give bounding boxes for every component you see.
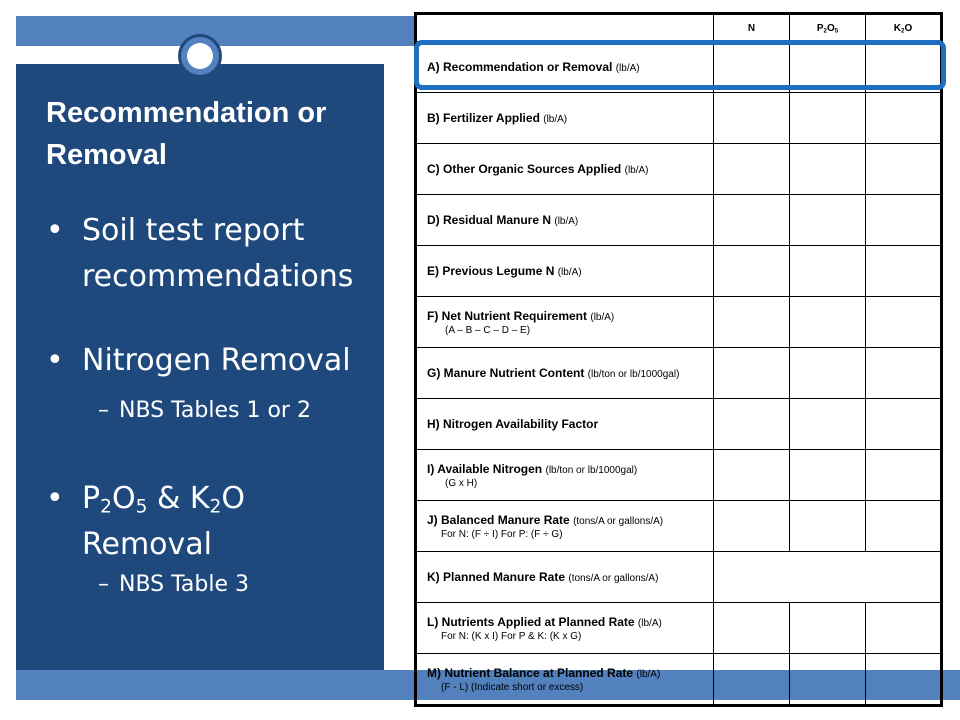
worksheet-table	[414, 12, 943, 707]
sub-bullet-text: NBS Tables 1 or 2	[119, 398, 311, 423]
table-row	[416, 93, 942, 144]
value-cell[interactable]	[714, 195, 790, 246]
sub-bullet-item	[98, 394, 378, 428]
column-header: $P_2O_5$	[790, 14, 866, 42]
row-label: F) Net Nutrient Requirement (lb/A) (A – B – C – D – E)	[416, 297, 714, 348]
row-label: G) Manure Nutrient Content (lb/ton or lb/1000gal)	[416, 348, 714, 399]
value-cell[interactable]	[790, 195, 866, 246]
value-cell[interactable]	[866, 246, 942, 297]
row-label: K) Planned Manure Rate (tons/A or gallons/A)	[416, 552, 714, 603]
value-cell[interactable]	[714, 297, 790, 348]
value-cell[interactable]	[866, 450, 942, 501]
column-header: $K_2O$	[866, 14, 942, 42]
value-cell[interactable]	[790, 399, 866, 450]
bullet-text: Nitrogen Removal	[82, 343, 351, 378]
row-label: C) Other Organic Sources Applied (lb/A)	[416, 144, 714, 195]
table-row	[416, 603, 942, 654]
value-cell[interactable]	[714, 654, 790, 706]
row-a-highlight	[414, 40, 946, 90]
value-cell[interactable]	[714, 603, 790, 654]
value-cell[interactable]	[790, 246, 866, 297]
value-cell[interactable]	[714, 246, 790, 297]
value-cell[interactable]	[866, 93, 942, 144]
bullet-text: $P_2O_5$ & $K_2O$ Removal	[82, 481, 246, 562]
row-label: A) Recommendation or Removal (lb/A)	[416, 42, 714, 93]
value-cell-merged[interactable]	[714, 552, 942, 603]
dash-icon: –	[98, 572, 109, 597]
row-label: H) Nitrogen Availability Factor	[416, 399, 714, 450]
bullet-text: Soil test report recommendations	[82, 213, 354, 294]
table-row	[416, 348, 942, 399]
row-label: L) Nutrients Applied at Planned Rate (lb/A) For N: (K x I) For P & K: (K x G)	[416, 603, 714, 654]
table-row	[416, 552, 942, 603]
table-row	[416, 450, 942, 501]
row-label: I) Available Nitrogen (lb/ton or lb/1000gal) (G x H)	[416, 450, 714, 501]
table-row	[416, 195, 942, 246]
value-cell[interactable]	[866, 501, 942, 552]
sub-bullet-text: NBS Table 3	[119, 572, 250, 597]
table-row	[416, 501, 942, 552]
table-row	[416, 297, 942, 348]
sub-bullet-item	[98, 568, 378, 602]
bullet-icon: •	[46, 343, 64, 378]
row-label: E) Previous Legume N (lb/A)	[416, 246, 714, 297]
value-cell[interactable]	[866, 144, 942, 195]
value-cell[interactable]	[714, 93, 790, 144]
row-label: D) Residual Manure N (lb/A)	[416, 195, 714, 246]
header-blank-cell	[416, 14, 714, 42]
slide-title: Recommendation or Removal	[46, 97, 327, 171]
value-cell[interactable]	[714, 348, 790, 399]
value-cell[interactable]	[866, 654, 942, 706]
value-cell[interactable]	[790, 603, 866, 654]
value-cell[interactable]	[790, 348, 866, 399]
value-cell[interactable]	[790, 297, 866, 348]
row-label: M) Nutrient Balance at Planned Rate (lb/A) (F - L) (Indicate short or excess)	[416, 654, 714, 706]
table-row	[416, 246, 942, 297]
bullet-icon: •	[46, 213, 64, 248]
column-header: N	[714, 14, 790, 42]
value-cell[interactable]	[790, 450, 866, 501]
value-cell[interactable]	[714, 399, 790, 450]
nutrient-worksheet	[414, 12, 943, 707]
row-label: B) Fertilizer Applied (lb/A)	[416, 93, 714, 144]
value-cell[interactable]	[790, 654, 866, 706]
value-cell[interactable]	[714, 144, 790, 195]
value-cell[interactable]	[790, 93, 866, 144]
value-cell[interactable]	[866, 348, 942, 399]
table-row	[416, 654, 942, 706]
dash-icon: –	[98, 398, 109, 423]
value-cell[interactable]	[866, 297, 942, 348]
row-label: J) Balanced Manure Rate (tons/A or gallons/A) For N: (F ÷ I) For P: (F ÷ G)	[416, 501, 714, 552]
value-cell[interactable]	[790, 144, 866, 195]
value-cell[interactable]	[714, 450, 790, 501]
header-row	[416, 14, 942, 42]
table-row	[416, 144, 942, 195]
circle-ornament-icon	[178, 34, 222, 78]
bullet-icon: •	[46, 481, 64, 516]
value-cell[interactable]	[866, 195, 942, 246]
value-cell[interactable]	[866, 399, 942, 450]
table-row	[416, 399, 942, 450]
value-cell[interactable]	[866, 603, 942, 654]
value-cell[interactable]	[790, 501, 866, 552]
value-cell[interactable]	[714, 501, 790, 552]
